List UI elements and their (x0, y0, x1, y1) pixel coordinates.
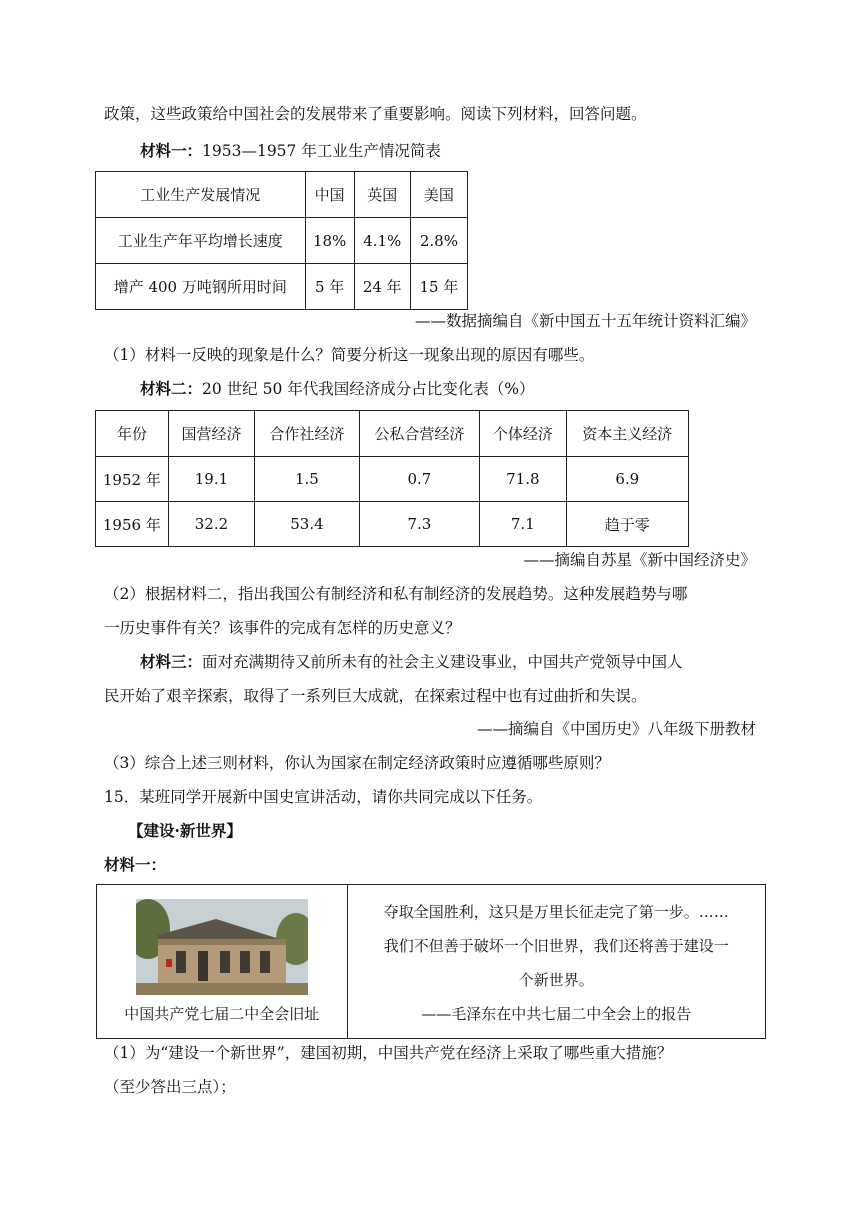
table-cell: 18% (305, 218, 354, 264)
material3-line2: 民开始了艰辛探索，取得了一系列巨大成就，在探索过程中也有过曲折和失误。 (104, 687, 647, 705)
table-cell: 24 年 (354, 264, 410, 310)
table-header: 年份 (96, 411, 169, 457)
material2-title: 20 世纪 50 年代我国经济成分占比变化表（%） (202, 380, 535, 398)
table-cell: 工业生产年平均增长速度 (96, 218, 306, 264)
table-row (96, 218, 468, 264)
table-cell: 19.1 (168, 457, 255, 502)
table-row (96, 264, 468, 310)
table-row (96, 502, 689, 547)
material1-title: 1953—1957 年工业生产情况简表 (202, 142, 441, 160)
table-cell: 2.8% (410, 218, 467, 264)
table-header: 资本主义经济 (566, 411, 688, 457)
photo-cell (97, 885, 348, 1039)
table-row (96, 457, 689, 502)
table-cell: 53.4 (255, 502, 359, 547)
table-cell: 0.7 (359, 457, 479, 502)
material2-label: 材料二： (140, 379, 203, 398)
table-cell: 1956 年 (96, 502, 169, 547)
question-3: （3）综合上述三则材料，你认为国家在制定经济政策时应遵循哪些原则？ (104, 754, 610, 772)
photo-caption: 中国共产党七届二中全会旧址 (124, 1005, 320, 1023)
table-cell: 趋于零 (566, 502, 688, 547)
material1-heading (140, 140, 441, 162)
material3-line1 (140, 651, 683, 673)
intro-line: 政策，这些政策给中国社会的发展带来了重要影响。阅读下列材料，回答问题。 (104, 105, 647, 123)
question-15: 15．某班同学开展新中国史宣讲活动，请你共同完成以下任务。 (104, 788, 543, 806)
quote-line2: 我们不但善于破坏一个旧世界，我们还将善于建设一 (383, 936, 729, 955)
quote-cell (347, 885, 765, 1039)
building-photo (136, 899, 308, 995)
question-1: （1）材料一反映的现象是什么？简要分析这一现象出现的原因有哪些。 (104, 346, 595, 364)
material1-source: ——数据摘编自《新中国五十五年统计资料汇编》 (414, 312, 756, 330)
building-illustration (136, 899, 308, 995)
table-cell: 7.3 (359, 502, 479, 547)
table-header: 合作社经济 (255, 411, 359, 457)
material-one-label: 材料一： (104, 855, 167, 874)
industry-table (95, 171, 468, 310)
table-cell: 71.8 (480, 457, 567, 502)
picture-quote-box (96, 884, 766, 1039)
table-cell: 增产 400 万吨钢所用时间 (96, 264, 306, 310)
table-cell: 4.1% (354, 218, 410, 264)
table-cell: 7.1 (480, 502, 567, 547)
question-2-line2: 一历史事件有关？该事件的完成有怎样的历史意义？ (104, 619, 461, 637)
table-header: 美国 (410, 172, 467, 218)
economy-table (95, 410, 689, 547)
material3-label: 材料三： (140, 652, 203, 671)
table-cell: 5 年 (305, 264, 354, 310)
table-header: 中国 (305, 172, 354, 218)
material2-heading (140, 378, 534, 400)
quote-source: ——毛泽东在中共七届二中全会上的报告 (421, 1004, 692, 1023)
section-title: 【建设·新世界】 (128, 821, 242, 840)
table-cell: 6.9 (566, 457, 688, 502)
table-cell: 1952 年 (96, 457, 169, 502)
question-2-line1: （2）根据材料二，指出我国公有制经济和私有制经济的发展趋势。这种发展趋势与哪 (104, 585, 688, 603)
table-header: 国营经济 (168, 411, 255, 457)
table-header: 英国 (354, 172, 410, 218)
material1-label: 材料一： (140, 141, 203, 160)
table-cell: 1.5 (255, 457, 359, 502)
table-header: 工业生产发展情况 (96, 172, 306, 218)
quote-line3: 个新世界。 (518, 970, 594, 989)
material3-text1: 面对充满期待又前所未有的社会主义建设事业，中国共产党领导中国人 (202, 653, 683, 671)
material3-source: ——摘编自《中国历史》八年级下册教材 (476, 720, 756, 738)
table-header: 公私合营经济 (359, 411, 479, 457)
quote-line1: 夺取全国胜利，这只是万里长征走完了第一步。…… (383, 902, 729, 921)
table-cell: 32.2 (168, 502, 255, 547)
table-header: 个体经济 (480, 411, 567, 457)
material2-source: ——摘编自苏星《新中国经济史》 (523, 551, 756, 569)
question-15-1-line1: （1）为“建设一个新世界”，建国初期，中国共产党在经济上采取了哪些重大措施？ (104, 1044, 673, 1062)
table-cell: 15 年 (410, 264, 467, 310)
question-15-1-line2: （至少答出三点）； (104, 1078, 236, 1096)
